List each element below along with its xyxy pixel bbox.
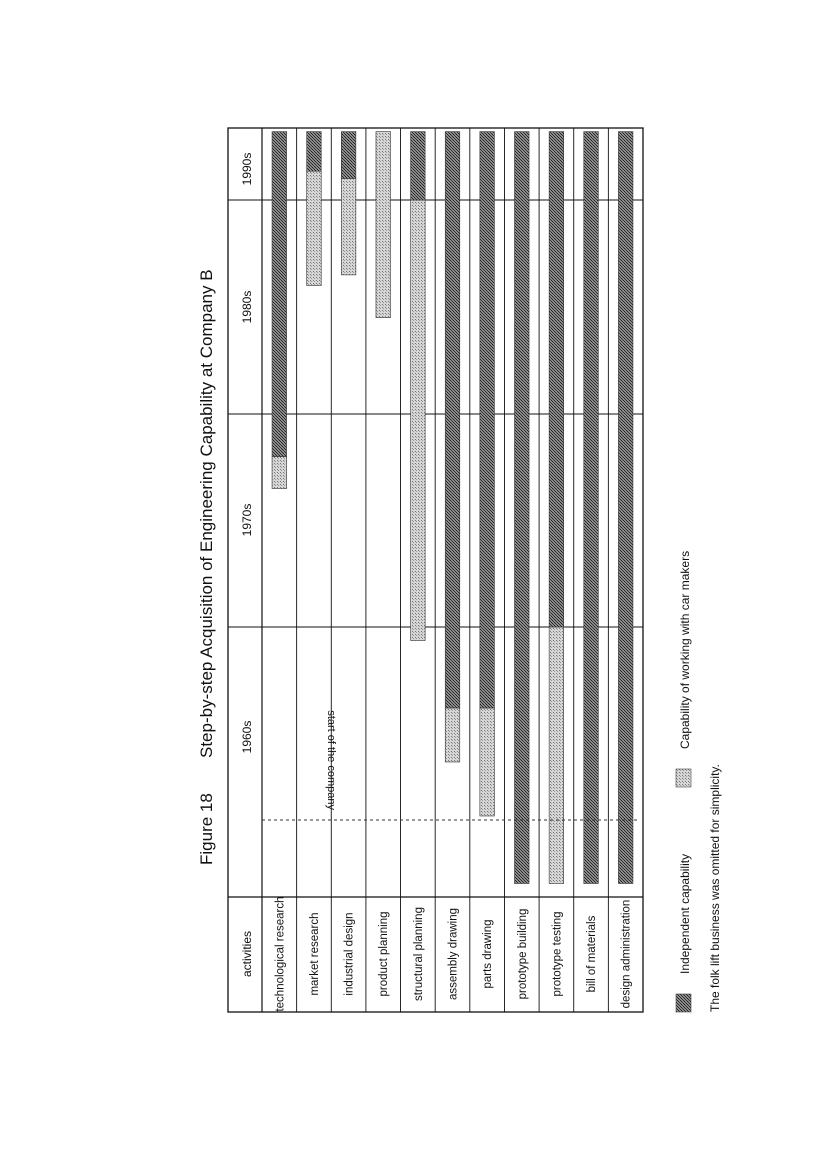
bar-independent xyxy=(514,132,529,884)
bar-joint xyxy=(376,132,391,318)
bar-independent xyxy=(307,132,322,172)
activity-label: parts drawing xyxy=(482,919,495,989)
decade-1990s: 1990s xyxy=(240,152,254,186)
activity-label: prototype building xyxy=(516,908,529,1000)
bar-independent xyxy=(445,132,460,708)
bar-independent xyxy=(480,132,495,708)
bar-independent xyxy=(549,132,564,627)
start-of-company-annotation: start of the company xyxy=(325,710,337,810)
bar-joint xyxy=(307,171,322,285)
activity-label: structural planning xyxy=(412,907,425,1001)
capability-table xyxy=(228,128,643,1012)
legend-joint-swatch xyxy=(676,769,691,787)
bar-joint xyxy=(341,178,356,275)
activity-label: industrial design xyxy=(343,912,356,996)
bar-independent xyxy=(411,132,426,200)
bar-joint xyxy=(445,708,460,762)
activity-label: technological research xyxy=(274,896,287,1012)
figure-label: Figure 18 xyxy=(197,793,216,865)
legend-independent-label: Independent capability xyxy=(678,853,692,974)
bar-joint xyxy=(411,200,426,641)
legend-joint-label: Capability of working with car makers xyxy=(678,550,692,749)
activity-label: bill of materials xyxy=(586,915,599,993)
activity-label: prototype testing xyxy=(551,911,564,997)
bar-joint xyxy=(480,708,495,816)
decade-1980s: 1980s xyxy=(240,290,254,324)
bar-joint xyxy=(549,627,564,884)
footnote: The folk lift business was omitted for simplicity. xyxy=(708,764,722,1012)
bar-independent xyxy=(584,132,599,884)
activity-label: market research xyxy=(308,912,321,996)
decade-1970s: 1970s xyxy=(240,503,254,537)
activity-label: assembly drawing xyxy=(447,907,460,1001)
decade-1960s: 1960s xyxy=(240,720,254,754)
figure-title: Step-by-step Acquisition of Engineering Capability at Company B xyxy=(197,269,216,758)
bar-independent xyxy=(618,132,633,884)
bar-independent xyxy=(272,132,287,457)
row-labels xyxy=(274,896,632,1011)
legend-independent-swatch xyxy=(676,994,691,1012)
activity-label: product planning xyxy=(378,911,391,997)
bar-independent xyxy=(341,132,356,179)
activities-header: activities xyxy=(240,930,254,978)
activity-label: design administration xyxy=(620,899,633,1009)
bar-joint xyxy=(272,457,287,489)
decade-headers xyxy=(240,153,254,754)
